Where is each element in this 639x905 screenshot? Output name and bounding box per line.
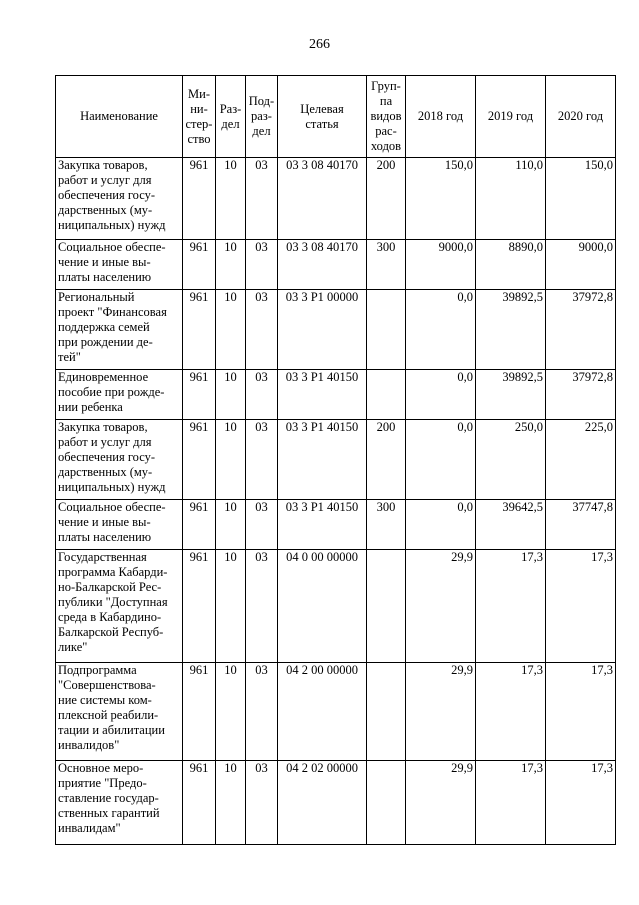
cell-2019: 8890,0 — [476, 240, 546, 290]
cell-ministry: 961 — [183, 550, 216, 663]
cell-subsection: 03 — [246, 158, 278, 240]
cell-name: Единовременное пособие при рожде- нии ребенка — [56, 370, 183, 420]
cell-expense-group — [367, 663, 406, 761]
cell-target: 03 3 P1 40150 — [278, 370, 367, 420]
header-2020: 2020 год — [546, 76, 616, 158]
cell-2020: 17,3 — [546, 761, 616, 845]
cell-2020: 37747,8 — [546, 500, 616, 550]
cell-ministry: 961 — [183, 240, 216, 290]
table-row — [56, 761, 616, 845]
cell-2019: 39892,5 — [476, 290, 546, 370]
cell-ministry: 961 — [183, 500, 216, 550]
table-row — [56, 370, 616, 420]
cell-2019: 110,0 — [476, 158, 546, 240]
cell-target: 03 3 08 40170 — [278, 158, 367, 240]
cell-ministry: 961 — [183, 158, 216, 240]
table-row — [56, 420, 616, 500]
table-row — [56, 550, 616, 663]
cell-2018: 0,0 — [406, 420, 476, 500]
cell-2020: 37972,8 — [546, 290, 616, 370]
table-body — [56, 158, 616, 845]
cell-2020: 17,3 — [546, 663, 616, 761]
table-row — [56, 663, 616, 761]
header-2018: 2018 год — [406, 76, 476, 158]
cell-ministry: 961 — [183, 370, 216, 420]
cell-subsection: 03 — [246, 370, 278, 420]
cell-2020: 225,0 — [546, 420, 616, 500]
cell-2018: 150,0 — [406, 158, 476, 240]
cell-expense-group — [367, 370, 406, 420]
cell-target: 03 3 P1 00000 — [278, 290, 367, 370]
cell-2018: 0,0 — [406, 370, 476, 420]
cell-ministry: 961 — [183, 290, 216, 370]
cell-section: 10 — [216, 550, 246, 663]
cell-ministry: 961 — [183, 663, 216, 761]
cell-2020: 17,3 — [546, 550, 616, 663]
cell-2018: 9000,0 — [406, 240, 476, 290]
header-row — [56, 76, 616, 158]
cell-subsection: 03 — [246, 420, 278, 500]
cell-target: 03 3 P1 40150 — [278, 500, 367, 550]
cell-expense-group — [367, 550, 406, 663]
cell-2018: 29,9 — [406, 550, 476, 663]
header-2019: 2019 год — [476, 76, 546, 158]
cell-section: 10 — [216, 290, 246, 370]
cell-expense-group: 300 — [367, 240, 406, 290]
table-row — [56, 500, 616, 550]
budget-table — [55, 75, 616, 845]
header-section: Раз- дел — [216, 76, 246, 158]
cell-section: 10 — [216, 500, 246, 550]
cell-expense-group: 200 — [367, 158, 406, 240]
cell-expense-group — [367, 761, 406, 845]
cell-expense-group — [367, 290, 406, 370]
cell-subsection: 03 — [246, 500, 278, 550]
cell-section: 10 — [216, 420, 246, 500]
header-subsection: Под- раз- дел — [246, 76, 278, 158]
cell-target: 04 0 00 00000 — [278, 550, 367, 663]
cell-2019: 17,3 — [476, 761, 546, 845]
header-ministry: Ми- ни- стер- ство — [183, 76, 216, 158]
cell-2020: 37972,8 — [546, 370, 616, 420]
cell-expense-group: 200 — [367, 420, 406, 500]
header-expense-group: Груп- па видов рас- ходов — [367, 76, 406, 158]
cell-subsection: 03 — [246, 550, 278, 663]
cell-name: Подпрограмма "Совершенствова- ние системы ком- плексной реабили- тации и абилитации инвалидов" — [56, 663, 183, 761]
cell-2019: 39642,5 — [476, 500, 546, 550]
cell-2019: 17,3 — [476, 550, 546, 663]
cell-ministry: 961 — [183, 420, 216, 500]
cell-target: 04 2 00 00000 — [278, 663, 367, 761]
table-row — [56, 290, 616, 370]
cell-2019: 250,0 — [476, 420, 546, 500]
header-name: Наименование — [56, 76, 183, 158]
cell-name: Закупка товаров, работ и услуг для обеспечения госу- дарственных (му- ниципальных) нужд — [56, 420, 183, 500]
cell-ministry: 961 — [183, 761, 216, 845]
cell-name: Региональный проект "Финансовая поддержка семей при рождении де- тей" — [56, 290, 183, 370]
cell-section: 10 — [216, 370, 246, 420]
cell-section: 10 — [216, 240, 246, 290]
cell-subsection: 03 — [246, 290, 278, 370]
cell-name: Основное меро- приятие "Предо- ставление государ- ственных гарантий инвалидам" — [56, 761, 183, 845]
cell-section: 10 — [216, 663, 246, 761]
cell-name: Государственная программа Кабарди- но-Балкарской Рес- публики "Доступная среда в Кабардино- Балкарской Респуб- лике" — [56, 550, 183, 663]
cell-target: 03 3 P1 40150 — [278, 420, 367, 500]
cell-subsection: 03 — [246, 240, 278, 290]
cell-2020: 150,0 — [546, 158, 616, 240]
cell-2019: 17,3 — [476, 663, 546, 761]
cell-2019: 39892,5 — [476, 370, 546, 420]
cell-target: 03 3 08 40170 — [278, 240, 367, 290]
header-target: Целевая статья — [278, 76, 367, 158]
cell-target: 04 2 02 00000 — [278, 761, 367, 845]
cell-2020: 9000,0 — [546, 240, 616, 290]
cell-name: Закупка товаров, работ и услуг для обеспечения госу- дарственных (му- ниципальных) нужд — [56, 158, 183, 240]
cell-2018: 0,0 — [406, 500, 476, 550]
cell-2018: 0,0 — [406, 290, 476, 370]
cell-2018: 29,9 — [406, 663, 476, 761]
cell-name: Социальное обеспе- чение и иные вы- платы населению — [56, 240, 183, 290]
table-row — [56, 240, 616, 290]
cell-2018: 29,9 — [406, 761, 476, 845]
cell-section: 10 — [216, 761, 246, 845]
table-row — [56, 158, 616, 240]
cell-subsection: 03 — [246, 761, 278, 845]
cell-expense-group: 300 — [367, 500, 406, 550]
page-number: 266 — [309, 37, 330, 52]
cell-section: 10 — [216, 158, 246, 240]
cell-subsection: 03 — [246, 663, 278, 761]
cell-name: Социальное обеспе- чение и иные вы- платы населению — [56, 500, 183, 550]
